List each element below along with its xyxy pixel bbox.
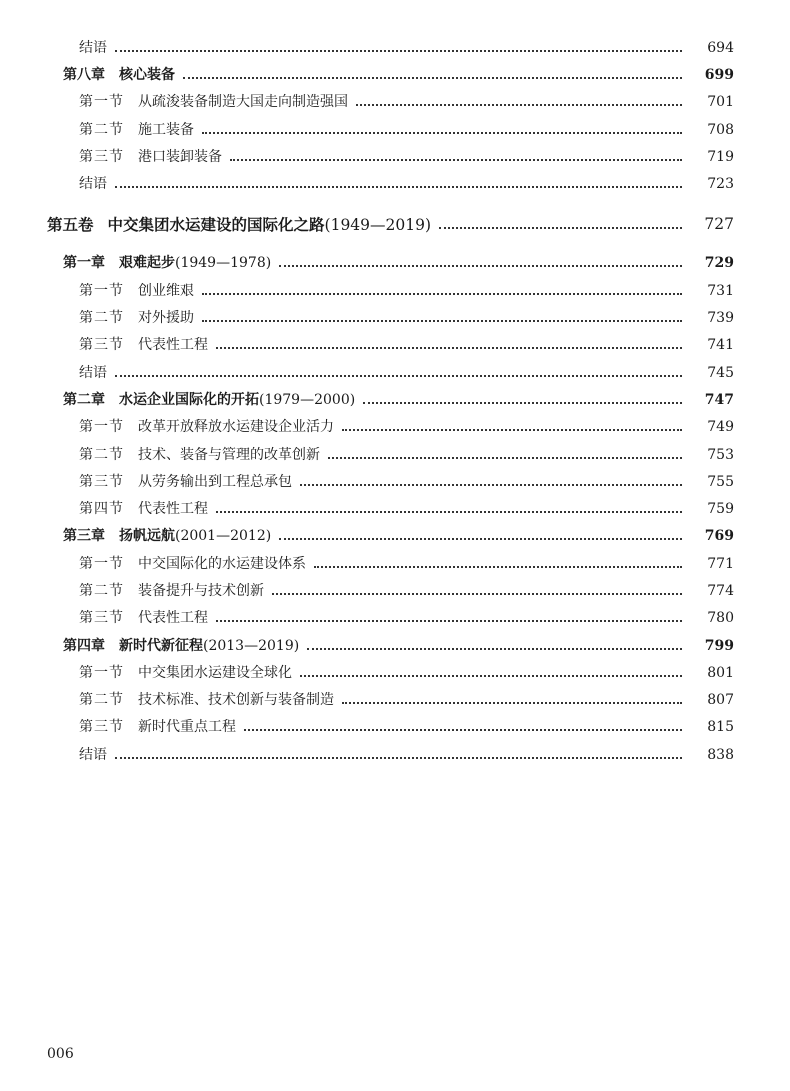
toc-entry-number: 第四节: [79, 501, 124, 518]
dot-leader: [342, 429, 682, 431]
toc-entry-title: 核心装备: [119, 66, 175, 83]
toc-entry-section[interactable]: [0, 441, 790, 468]
toc-entry-title: 扬帆远航: [119, 528, 175, 545]
toc-entry-title: 对外援助: [138, 310, 194, 327]
toc-entry-section[interactable]: [0, 89, 790, 116]
toc-entry-label: [47, 214, 432, 234]
toc-entry-title: 中交集团水运建设的国际化之路: [107, 214, 325, 234]
toc-entry-page: 708: [707, 121, 734, 138]
toc-entry-title: 新时代新征程: [119, 637, 203, 654]
toc-entry-number: 第三节: [79, 148, 124, 165]
dot-leader: [202, 320, 682, 322]
toc-entry-title: 施工装备: [138, 121, 194, 138]
dot-leader: [115, 186, 682, 188]
toc-entry-title: 从疏浚装备制造大国走向制造强国: [138, 94, 348, 111]
toc-entry-label: [79, 475, 292, 489]
dot-leader: [279, 538, 682, 540]
toc-entry-years: (2013—2019): [203, 637, 300, 654]
toc-entry-page: 801: [707, 664, 734, 681]
table-of-contents: [0, 34, 790, 768]
page-number: 006: [47, 1046, 74, 1062]
toc-entry-title: 代表性工程: [138, 610, 208, 627]
toc-entry-page: 815: [707, 719, 734, 736]
toc-entry-title: 中交国际化的水运建设体系: [138, 555, 306, 572]
toc-entry-title: 从劳务输出到工程总承包: [138, 473, 292, 490]
toc-entry-page: 701: [707, 94, 734, 111]
dot-leader: [183, 77, 682, 79]
toc-entry-title: 技术标准、技术创新与装备制造: [138, 692, 334, 709]
toc-entry-number: 第八章: [63, 66, 105, 83]
dot-leader: [115, 375, 682, 377]
toc-entry-label: [79, 748, 107, 762]
toc-entry-title: 结语: [79, 39, 107, 56]
toc-entry-title: 结语: [79, 746, 107, 763]
toc-entry-label: [79, 420, 334, 434]
dot-leader: [216, 511, 682, 513]
dot-leader: [202, 132, 682, 134]
toc-entry-number: 第四章: [63, 637, 105, 654]
toc-entry-label: [79, 611, 208, 625]
toc-entry-number: 第二节: [79, 446, 124, 463]
toc-entry-title: 改革开放释放水运建设企业活力: [138, 419, 334, 436]
dot-leader: [307, 648, 682, 650]
toc-entry-label: [79, 720, 236, 734]
toc-entry-section[interactable]: [0, 468, 790, 495]
toc-entry-section[interactable]: [0, 34, 790, 61]
toc-entry-page: 771: [707, 555, 734, 572]
dot-leader: [300, 675, 682, 677]
toc-entry-number: 第二节: [79, 692, 124, 709]
toc-entry-label: [79, 123, 194, 137]
toc-entry-chapter[interactable]: [0, 523, 790, 550]
dot-leader: [115, 50, 682, 52]
dot-leader: [300, 484, 682, 486]
dot-leader: [342, 702, 682, 704]
toc-entry-number: 第三节: [79, 337, 124, 354]
toc-entry-label: [63, 68, 175, 82]
toc-entry-chapter[interactable]: [0, 632, 790, 659]
dot-leader: [216, 347, 682, 349]
toc-entry-volume[interactable]: [0, 210, 790, 240]
toc-entry-page: 838: [707, 746, 734, 763]
toc-entry-section[interactable]: [0, 277, 790, 304]
toc-entry-title: 中交集团水运建设全球化: [138, 664, 292, 681]
toc-entry-page: 727: [704, 215, 734, 234]
toc-entry-number: 第三节: [79, 719, 124, 736]
toc-entry-label: [79, 95, 348, 109]
toc-entry-label: [79, 338, 208, 352]
toc-entry-page: 749: [707, 419, 734, 436]
dot-leader: [314, 566, 682, 568]
toc-entry-years: (1949—1978): [175, 255, 272, 272]
toc-entry-title: 港口装卸装备: [138, 148, 222, 165]
toc-entry-page: 807: [707, 692, 734, 709]
toc-entry-title: 新时代重点工程: [138, 719, 236, 736]
toc-entry-number: 第一节: [79, 94, 124, 111]
toc-entry-number: 第一节: [79, 282, 124, 299]
toc-entry-page: 741: [707, 337, 734, 354]
toc-entry-label: [79, 584, 264, 598]
toc-entry-section[interactable]: [0, 414, 790, 441]
toc-entry-section[interactable]: [0, 605, 790, 632]
toc-entry-page: 745: [707, 364, 734, 381]
toc-entry-label: [79, 366, 107, 380]
toc-entry-chapter[interactable]: [0, 386, 790, 413]
toc-entry-section[interactable]: [0, 304, 790, 331]
toc-entry-label: [63, 393, 355, 407]
toc-entry-page: 780: [707, 610, 734, 627]
toc-entry-title: 装备提升与技术创新: [138, 582, 264, 599]
toc-entry-label: [63, 256, 271, 270]
toc-entry-number: 第二节: [79, 582, 124, 599]
toc-entry-number: 第二章: [63, 391, 105, 408]
dot-leader: [216, 620, 682, 622]
toc-entry-number: 第二节: [79, 121, 124, 138]
dot-leader: [230, 159, 682, 161]
toc-entry-title: 结语: [79, 364, 107, 381]
toc-entry-page: 755: [707, 473, 734, 490]
dot-leader: [272, 593, 682, 595]
toc-entry-section[interactable]: [0, 714, 790, 741]
toc-entry-label: [79, 284, 194, 298]
dot-leader: [279, 265, 682, 267]
toc-entry-section[interactable]: [0, 116, 790, 143]
toc-entry-page: 753: [707, 446, 734, 463]
toc-entry-section[interactable]: [0, 143, 790, 170]
dot-leader: [328, 457, 682, 459]
toc-entry-number: 第一节: [79, 664, 124, 681]
dot-leader: [363, 402, 682, 404]
toc-entry-years: (1979—2000): [259, 391, 356, 408]
toc-entry-number: 第一节: [79, 419, 124, 436]
toc-entry-section[interactable]: [0, 687, 790, 714]
toc-entry-page: 774: [707, 582, 734, 599]
toc-entry-section[interactable]: [0, 550, 790, 577]
toc-entry-section[interactable]: [0, 659, 790, 686]
toc-entry-label: [79, 693, 334, 707]
toc-entry-label: [79, 177, 107, 191]
dot-leader: [439, 227, 682, 229]
toc-entry-page: 699: [704, 66, 734, 83]
toc-entry-page: 719: [707, 148, 734, 165]
toc-entry-title: 技术、装备与管理的改革创新: [138, 446, 320, 463]
toc-entry-label: [79, 41, 107, 55]
toc-entry-number: 第三节: [79, 473, 124, 490]
toc-entry-label: [79, 150, 222, 164]
toc-entry-page: 739: [707, 310, 734, 327]
toc-entry-number: 第一章: [63, 255, 105, 272]
toc-entry-label: [79, 448, 320, 462]
toc-entry-label: [79, 502, 208, 516]
toc-entry-page: 731: [707, 282, 734, 299]
toc-entry-page: 723: [707, 176, 734, 193]
toc-entry-page: 694: [707, 39, 734, 56]
dot-leader: [202, 293, 682, 295]
toc-entry-page: 729: [704, 255, 734, 272]
toc-entry-number: 第三节: [79, 610, 124, 627]
dot-leader: [115, 757, 682, 759]
toc-entry-title: 创业维艰: [138, 282, 194, 299]
toc-entry-title: 水运企业国际化的开拓: [119, 391, 259, 408]
toc-entry-number: 第二节: [79, 310, 124, 327]
toc-entry-section[interactable]: [0, 741, 790, 768]
toc-entry-section[interactable]: [0, 359, 790, 386]
toc-entry-chapter[interactable]: [0, 250, 790, 277]
toc-entry-page: 759: [707, 501, 734, 518]
toc-entry-label: [63, 529, 271, 543]
toc-entry-title: 代表性工程: [138, 337, 208, 354]
toc-entry-page: 769: [704, 528, 734, 545]
toc-entry-title: 艰难起步: [119, 255, 175, 272]
toc-entry-number: 第五卷: [47, 214, 94, 234]
dot-leader: [356, 104, 682, 106]
toc-entry-years: (1949—2019): [324, 215, 432, 234]
toc-entry-number: 第三章: [63, 528, 105, 545]
toc-entry-title: 结语: [79, 176, 107, 193]
toc-entry-label: [79, 557, 306, 571]
toc-entry-chapter[interactable]: [0, 61, 790, 88]
toc-entry-number: 第一节: [79, 555, 124, 572]
toc-entry-section[interactable]: [0, 170, 790, 197]
toc-entry-label: [63, 639, 299, 653]
toc-entry-title: 代表性工程: [138, 501, 208, 518]
toc-entry-label: [79, 311, 194, 325]
toc-entry-years: (2001—2012): [175, 528, 272, 545]
toc-entry-page: 747: [704, 391, 734, 408]
toc-entry-section[interactable]: [0, 577, 790, 604]
dot-leader: [244, 729, 682, 731]
toc-entry-label: [79, 666, 292, 680]
toc-entry-section[interactable]: [0, 495, 790, 522]
toc-entry-section[interactable]: [0, 332, 790, 359]
toc-entry-page: 799: [704, 637, 734, 654]
